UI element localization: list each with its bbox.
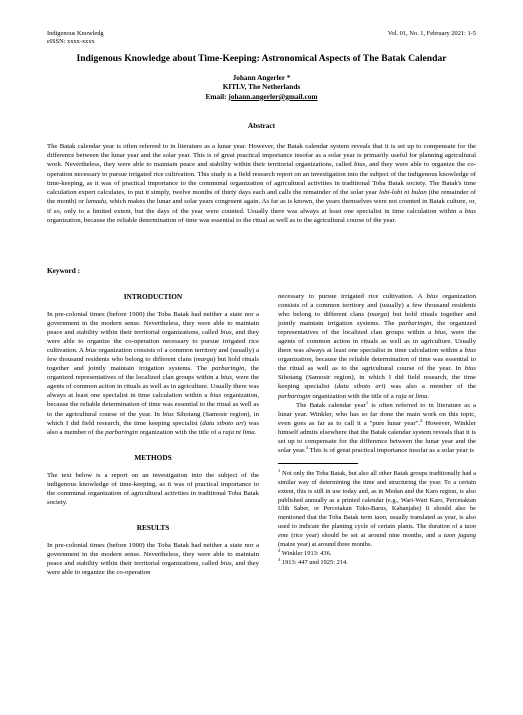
paper-title: Indigenous Knowledge about Time-Keeping: Astronomical Aspects of The Batak Calendar	[76, 53, 447, 64]
left-column	[47, 292, 259, 577]
author-block	[60, 73, 463, 101]
journal-issn: eISSN: xxxx-xxxx	[47, 38, 95, 46]
right-column	[278, 292, 476, 568]
footnote-ref-1[interactable]: 1	[365, 399, 369, 405]
calendar-paragraph: The Batak calendar year$^1$ is often referred to in literature as a lunar year. Winkler, who has so far done the main work on this topic, even goes as far as to call it a "pure lunar year".$^2$ However, Winkler himself admits elsewhere that the Batak calendar system reveals that it is set up to compensate for the difference between the lunar year and the solar year.$^3$ This is of great practical importance insofar as a solar year is	[278, 399, 476, 454]
author-name: Johann Angerler *	[232, 73, 291, 82]
introduction-paragraph: In pre-colonial times (before 1900) the Toba Batak had neither a state nor a government in the modern sense. Nevertheless, they were able to maintain peace and stability within their territorial organizations, called bius, and they were able to organize the co-operation necessary to pursue irrigated rice cultivation. A bius organization consists of a common territory and (usually) a few thousand residents who belong to different clans (marga) but hold rituals together and jointly maintain irrigation systems. The parbaringin, the organized representatives of the localized clan groups within a bius, were the agents of common action in rituals as well as in agriculture. Usually there was always at least one specialist in time calculation within a bius organization, because the reliable determination of time was essential to the ritual as well as to the agricultural course of the year. In bius Sihotang (Samosir region), in which I did field research, the time keeping specialist (datu siboto ari) was also a member of the parbaringin organization with the title of a raja ni lima.	[47, 311, 260, 436]
methods-heading: METHODS	[134, 452, 172, 462]
email-label: Email:	[205, 91, 227, 101]
journal-header	[47, 30, 104, 47]
footnote-3: $^3$ 1913: 447 und 1925: 214.	[278, 556, 348, 566]
footnote-1: $^1$ Not only the Toba Batak, but also all other Batak groups traditionally had a similar way of determining the time and structuring the year. To a certain extent, this is still in use today and, as in Medan and the Karo region, is also published annually as a printed calendar (e.g., Wari-Wari Karo, Percetaktan Ulih Saber, or Percetakan Toko-Barus, Kabanjahe) It should also be mentioned that the Toba Batak term taon, usually translated as year, is also used to indicate the planting cycle of certain plants. The duration of a taon eme (rice year) should be set at around nine months, and a taon jagung (maize year) at around three months.	[278, 467, 476, 549]
introduction-heading: INTRODUCTION	[123, 292, 183, 301]
results-paragraph: In pre-colonial times (before 1900) the Toba Batak had neither a state nor a government in the modern sense. Nevertheless, they were able to maintain peace and stability within their territorial organizations, called bius, and they were able to organize the co-operation	[47, 541, 259, 576]
author-email-link[interactable]: johann.angerler@gmail.com	[228, 91, 318, 101]
abstract-heading: Abstract	[247, 121, 276, 130]
footnote-divider	[278, 463, 358, 464]
footnote-ref-3[interactable]: 3	[305, 444, 309, 450]
keyword-label: Keyword :	[47, 266, 81, 275]
volume-info: Vol. 01, No. 1, February 2021: 1-5	[387, 30, 476, 37]
abstract-text: The Batak calendar year is often referred to in literature as a lunar year. However, the Batak calendar system reveals that it is set up to compensate for the difference between the lunar year and the solar year. This is of great practical importance insofar as a solar year is primarily useful for planning agricultural work. Nevertheless, they were able to maintain peace and stability within their territorial organizations, called bius, and they were able to organize the co-operation necessary to pursue irrigated rice cultivation. This study is a field research report on an investigation into the subject of the indigenous knowledge of time-keeping, as it was of practical importance to the communal organization of agricultural activities in traditional Toba Batak society. The Batak's time calculation expert calculates, to put it simply, twelve months of thirty days each and calls the remainder of the solar year lobi-lobi ni bulan (the remainder of the month) or lamadu, which makes the lunar and solar years congruent again. As far as is known, the years themselves were not counted in Batak culture, or, if so, only to a limited extent, but the days of the year were counted. Usually there was always at least one specialist in time calculation within a bius organization, because the reliable determination of time was essential to the ritual as well as to the agricultural course of the year.	[47, 142, 477, 224]
author-affiliation: KITLV, The Netherlands	[222, 82, 301, 92]
footnote-ref-2[interactable]: 2	[420, 417, 423, 423]
journal-name: Indigenous Knowledg	[47, 30, 104, 37]
author-email-line	[60, 92, 463, 101]
results-heading: RESULTS	[136, 522, 170, 532]
footnote-2: $^2$ Winkler 1913: 436.	[278, 547, 332, 557]
continued-paragraph: necessary to pursue irrigated rice cultivation. A bius organization consists of a common territory and (usually) a few thousand residents who belong to different clans (marga) but hold rituals together and jointly maintain irrigation systems. The parbaringin, the organized representatives of the localized clan groups within a bius, were the agents of common action in rituals as well as in agriculture. Usually there was always at least one specialist in time calculation within a bius organization, because the reliable determination of time was essential to the ritual as well as to the agricultural course of the year. In bius Sihotang (Samosir region), in which I did field research, the time keeping specialist (datu siboto ari) was also a member of the parbaringin organization with the title of a raja ni lima.	[278, 293, 477, 400]
methods-paragraph: The text below is a report on an investigation into the subject of the indigenous knowledge of time-keeping, as it was of practical importance to the communal organization of agricultural activities in traditional Toba Batak society.	[47, 471, 259, 506]
